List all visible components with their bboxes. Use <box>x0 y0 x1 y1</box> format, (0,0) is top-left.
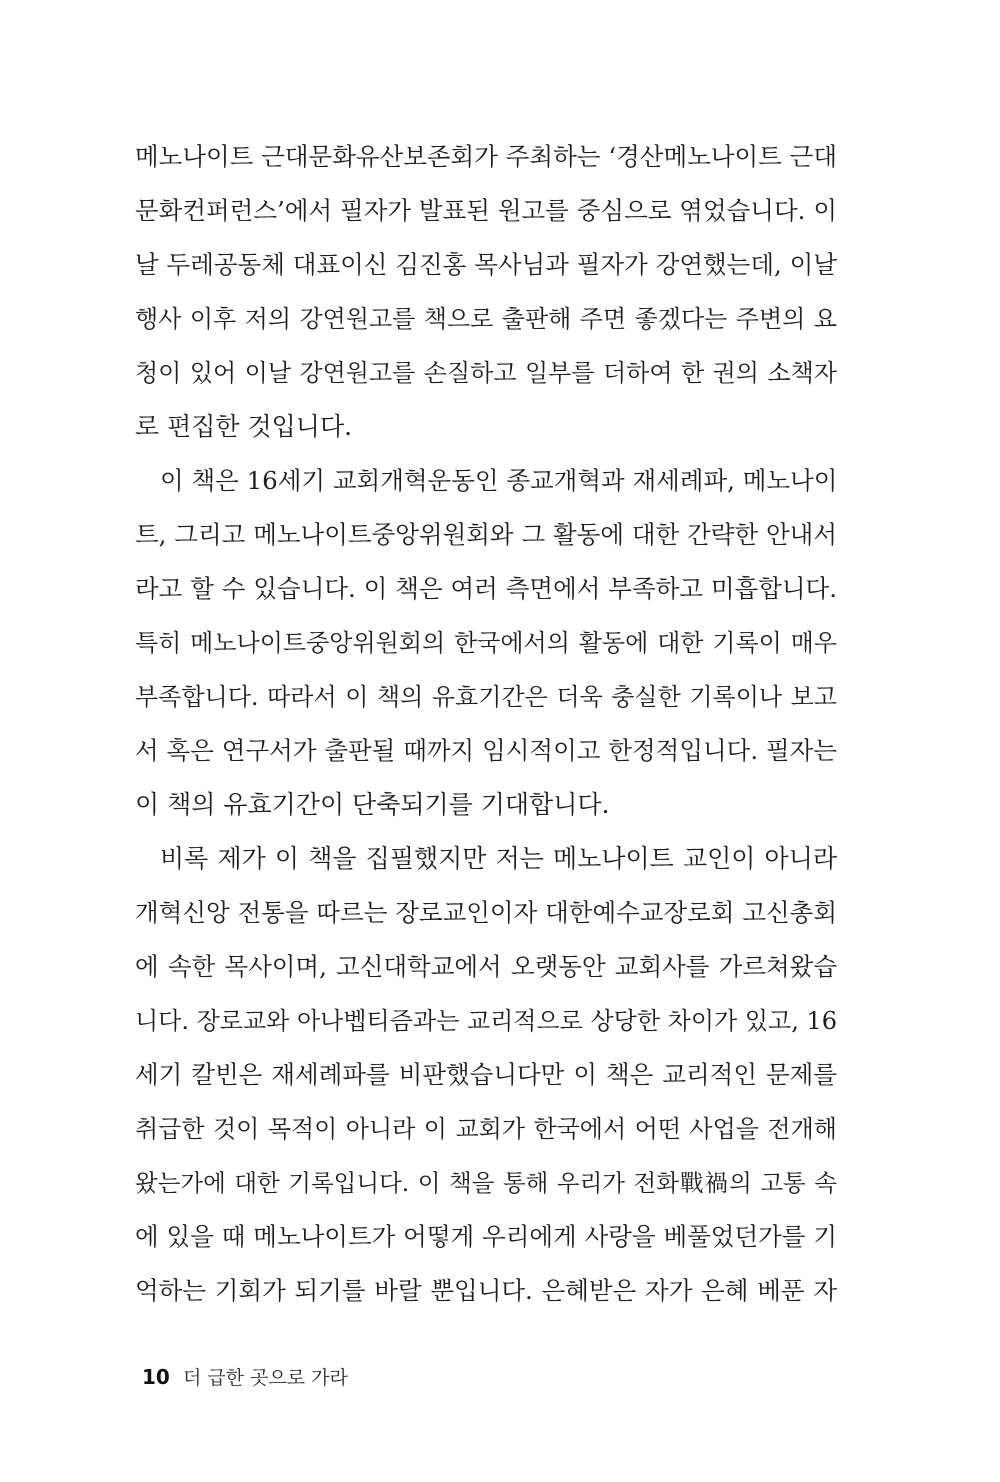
text-line: 개혁신앙 전통을 따르는 장로교인이자 대한예수교장로회 고신총회 <box>135 898 837 927</box>
text-line: 취급한 것이 목적이 아니라 이 교회가 한국에서 어떤 사업을 전개해 <box>135 1115 837 1143</box>
text-line: 니다. 장로교와 아나벱티즘과는 교리적으로 상당한 차이가 있고, 16 <box>135 1007 837 1035</box>
text-line: 왔는가에 대한 기록입니다. 이 책을 통해 우리가 전화戰禍의 고통 속 <box>135 1169 837 1197</box>
text-line: 이 책의 유효기간이 단축되기를 기대합니다. <box>135 790 610 819</box>
text-line: 청이 있어 이날 강연원고를 손질하고 일부를 더하여 한 권의 소책자 <box>135 359 837 387</box>
text-line: 세기 칼빈은 재세례파를 비판했습니다만 이 책은 교리적인 문제를 <box>135 1060 837 1089</box>
text-line: 문화컨퍼런스’에서 필자가 발표된 원고를 중심으로 엮었습니다. 이 <box>135 196 837 225</box>
paragraph-1 <box>135 130 837 454</box>
text-line: 비록 제가 이 책을 집필했지만 저는 메노나이트 교인이 아니라 <box>160 844 837 873</box>
text-line: 특히 메노나이트중앙위원회의 한국에서의 활동에 대한 기록이 매우 <box>135 629 837 657</box>
text-line: 에 속한 목사이며, 고신대학교에서 오랫동안 교회사를 가르쳐왔습 <box>135 952 837 981</box>
text-line: 이 책은 16세기 교회개혁운동인 종교개혁과 재세례파, 메노나이 <box>160 466 838 495</box>
text-line: 서 혹은 연구서가 출판될 때까지 임시적이고 한정적입니다. 필자는 <box>135 736 837 765</box>
page-footer <box>142 1362 348 1392</box>
text-line: 행사 이후 저의 강연원고를 책으로 출판해 주면 좋겠다는 주변의 요 <box>135 305 837 333</box>
text-line: 억하는 기회가 되기를 바랄 뿐입니다. 은혜받은 자가 은혜 베푼 자 <box>135 1276 837 1305</box>
text-line: 날 두레공동체 대표이신 김진홍 목사님과 필자가 강연했는데, 이날 <box>135 250 837 279</box>
text-line: 에 있을 때 메노나이트가 어떻게 우리에게 사랑을 베풀었던가를 기 <box>135 1222 837 1251</box>
text-line: 트, 그리고 메노나이트중앙위원회와 그 활동에 대한 간략한 안내서 <box>135 520 837 549</box>
text-line: 부족합니다. 따라서 이 책의 유효기간은 더욱 충실한 기록이나 보고 <box>135 683 837 711</box>
page-number: 10 <box>142 1365 170 1389</box>
page-body <box>135 130 837 1318</box>
text-line: 라고 할 수 있습니다. 이 책은 여러 측면에서 부족하고 미흡합니다. <box>135 574 837 603</box>
text-line: 로 편집한 것입니다. <box>135 412 353 441</box>
paragraph-3 <box>135 832 837 1318</box>
text-line: 메노나이트 근대문화유산보존회가 주최하는 ‘경산메노나이트 근대 <box>135 142 837 171</box>
running-title: 더 급한 곳으로 가라 <box>182 1367 348 1389</box>
paragraph-2 <box>135 454 837 832</box>
